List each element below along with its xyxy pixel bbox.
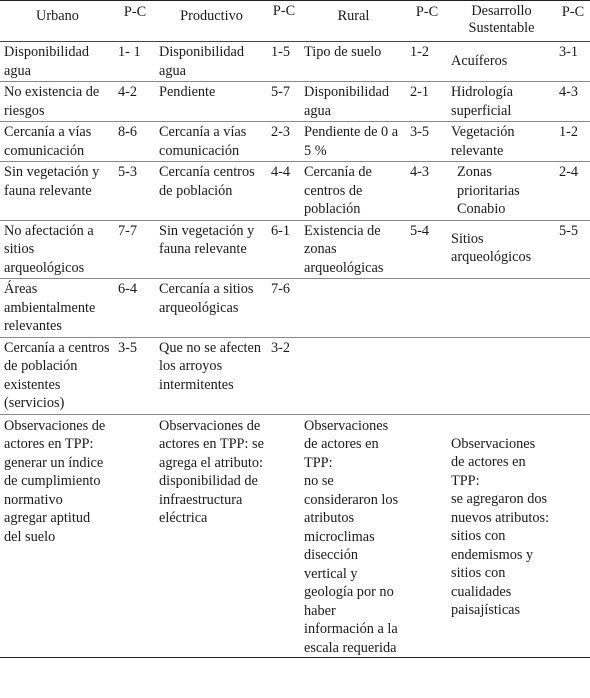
header-pc-rural: P-C: [406, 1, 447, 42]
cell-urbano: Áreas ambientalmente relevantes: [0, 279, 114, 338]
cell-pc: 6-4: [114, 279, 155, 338]
cell-sustentable: Acuíferos: [447, 42, 555, 82]
header-pc-productivo: P-C: [267, 1, 300, 42]
observations-sustentable-item: se agregaron dos nuevos atributos: sitios con endemismos y sitios con cualidades paisajísticas: [451, 491, 550, 618]
cell-pc: 8-6: [114, 122, 155, 162]
cell-sustentable: [447, 337, 555, 414]
cell-rural: Cercanía de centros de población: [300, 162, 406, 221]
cell-pc: 1-2: [406, 42, 447, 82]
cell-urbano: Cercanía a centros de población existentes (servicios): [0, 337, 114, 414]
cell-sustentable: Sitios arqueológicos: [447, 220, 555, 279]
cell-urbano: No afectación a sitios arqueológicos: [0, 220, 114, 279]
cell-pc: 1-5: [267, 42, 300, 82]
observations-row: [0, 414, 590, 658]
cell-productivo: Cercanía a vías comunicación: [155, 122, 267, 162]
header-productivo: Productivo: [155, 1, 267, 42]
observations-urbano-item: generar un índice de cumplimiento normativo: [4, 454, 104, 508]
cell-rural: Tipo de suelo: [300, 42, 406, 82]
observations-urbano-item: agregar aptitud del suelo: [4, 510, 91, 545]
cell-pc: 2-4: [555, 162, 590, 221]
table-row: [0, 162, 590, 221]
cell-pc: 6-1: [267, 220, 300, 279]
header-urbano: Urbano: [0, 1, 114, 42]
cell-pc: 1-2: [555, 122, 590, 162]
header-pc-urbano: P-C: [114, 1, 155, 42]
cell-pc: 7-6: [267, 279, 300, 338]
cell-rural: [300, 337, 406, 414]
cell-pc: 4-3: [406, 162, 447, 221]
cell-rural: Existencia de zonas arqueológicas: [300, 220, 406, 279]
table-row: [0, 337, 590, 414]
cell-pc: [555, 337, 590, 414]
cell-sustentable: [447, 279, 555, 338]
observations-rural-item: no se consideraron los atributos microclimas disección vertical y geología por no haber información a la escala requerida: [304, 473, 399, 656]
observations-urbano: [0, 414, 114, 658]
cell-sustentable: Zonas prioritarias Conabio: [447, 162, 555, 221]
cell-sustentable: Vegetación relevante: [447, 122, 555, 162]
observations-urbano-heading: Observaciones de actores en TPP:: [4, 417, 106, 452]
header-pc-sustentable: P-C: [555, 1, 590, 42]
cell-rural: Pendiente de 0 a 5 %: [300, 122, 406, 162]
table-row: [0, 42, 590, 82]
observations-sustentable-heading: Observaciones de actores en TPP:: [451, 435, 536, 489]
cell-pc: 4-4: [267, 162, 300, 221]
cell-sustentable: Hidrología superficial: [447, 82, 555, 122]
table-row: [0, 82, 590, 122]
table-row: [0, 279, 590, 338]
cell-pc: 3-2: [267, 337, 300, 414]
observations-productivo: [155, 414, 267, 658]
cell-productivo: Sin vegetación y fauna relevante: [155, 220, 267, 279]
cell-pc: 5-5: [555, 220, 590, 279]
cell-pc: 5-7: [267, 82, 300, 122]
cell-pc: [406, 279, 447, 338]
observations-productivo-text: Observaciones de actores en TPP: se agrega el atributo: disponibilidad de infraestructura eléctrica: [159, 417, 264, 526]
cell-pc: 7-7: [114, 220, 155, 279]
table-row: [0, 220, 590, 279]
header-rural: Rural: [300, 1, 406, 42]
cell-pc: 1- 1: [114, 42, 155, 82]
cell-pc: 2-3: [267, 122, 300, 162]
table-row: [0, 122, 590, 162]
cell-urbano: Cercanía a vías comunicación: [0, 122, 114, 162]
cell-urbano: Disponibilidad agua: [0, 42, 114, 82]
cell-productivo: Cercanía a sitios arqueológicas: [155, 279, 267, 338]
cell-productivo: Cercanía centros de población: [155, 162, 267, 221]
cell-pc: 3-5: [406, 122, 447, 162]
cell-productivo: Pendiente: [155, 82, 267, 122]
cell-pc: [406, 337, 447, 414]
cell-pc: 4-2: [114, 82, 155, 122]
header-row: [0, 1, 590, 42]
cell-pc: 5-4: [406, 220, 447, 279]
cell-productivo: Que no se afecten los arroyos intermitentes: [155, 337, 267, 414]
cell-rural: [300, 279, 406, 338]
observations-sustentable: [447, 414, 555, 658]
cell-rural: Disponibilidad agua: [300, 82, 406, 122]
cell-pc: 3-5: [114, 337, 155, 414]
cell-productivo: Disponibilidad agua: [155, 42, 267, 82]
header-desarrollo-sustentable: Desarrollo Sustentable: [447, 1, 555, 42]
cell-urbano: Sin vegetación y fauna relevante: [0, 162, 114, 221]
observations-rural: [300, 414, 406, 658]
cell-pc: 2-1: [406, 82, 447, 122]
observations-rural-heading: Observaciones de actores en TPP:: [304, 417, 389, 471]
cell-pc: [555, 279, 590, 338]
cell-pc: 3-1: [555, 42, 590, 82]
cell-pc: 4-3: [555, 82, 590, 122]
cell-pc: 5-3: [114, 162, 155, 221]
cell-urbano: No existencia de riesgos: [0, 82, 114, 122]
